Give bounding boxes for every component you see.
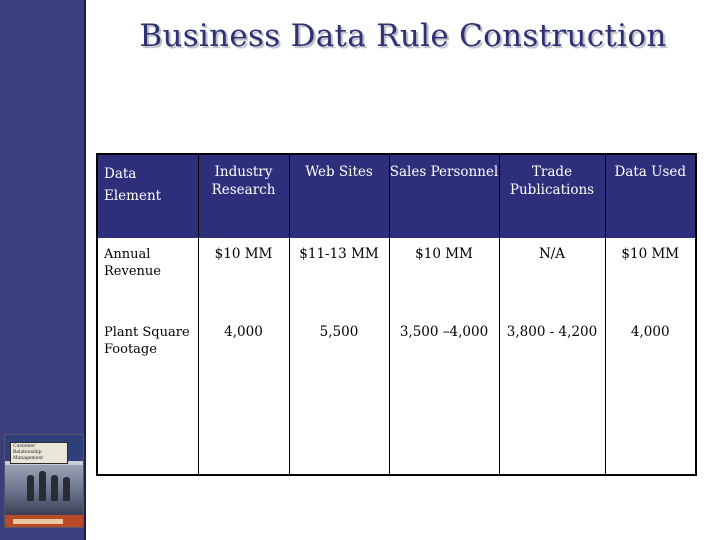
table-cell: 3,500 –4,000 bbox=[389, 316, 499, 475]
header-cell: Industry Research bbox=[198, 154, 289, 238]
table-cell: $10 MM bbox=[605, 238, 696, 316]
person-figure-icon bbox=[27, 475, 34, 501]
header-cell: Trade Publications bbox=[499, 154, 605, 238]
table-cell: 3,800 - 4,200 bbox=[499, 316, 605, 475]
book-cover-footer bbox=[5, 515, 83, 527]
table-cell: 5,500 bbox=[289, 316, 389, 475]
table-row bbox=[97, 238, 696, 316]
header-cell: Data Element bbox=[97, 154, 198, 238]
person-figure-icon bbox=[63, 477, 70, 501]
row-label-cell: Annual Revenue bbox=[104, 247, 161, 279]
book-cover-photo bbox=[5, 465, 83, 515]
header-cell: Web Sites bbox=[289, 154, 389, 238]
table-header-row bbox=[97, 154, 696, 238]
slide-title: Business Data Rule Construction bbox=[139, 18, 667, 54]
table-cell: $11-13 MM bbox=[289, 238, 389, 316]
table-cell: $10 MM bbox=[389, 238, 499, 316]
book-cover-title: Customer Relationship Management bbox=[10, 442, 68, 464]
header-cell: Data Used bbox=[605, 154, 696, 238]
row-label-cell: Plant Square Footage bbox=[104, 325, 190, 357]
sidebar-edge-line bbox=[84, 0, 86, 540]
table-cell: $10 MM bbox=[198, 238, 289, 316]
table-cell: 4,000 bbox=[605, 316, 696, 475]
table-cell: 4,000 bbox=[198, 316, 289, 475]
table-row bbox=[97, 316, 696, 475]
book-cover-footer-label bbox=[13, 519, 63, 524]
header-cell: Sales Personnel bbox=[389, 154, 499, 238]
table-cell: N/A bbox=[499, 238, 605, 316]
person-figure-icon bbox=[51, 475, 58, 501]
person-figure-icon bbox=[39, 471, 46, 501]
book-cover-image bbox=[4, 434, 84, 528]
business-data-table bbox=[96, 153, 697, 476]
